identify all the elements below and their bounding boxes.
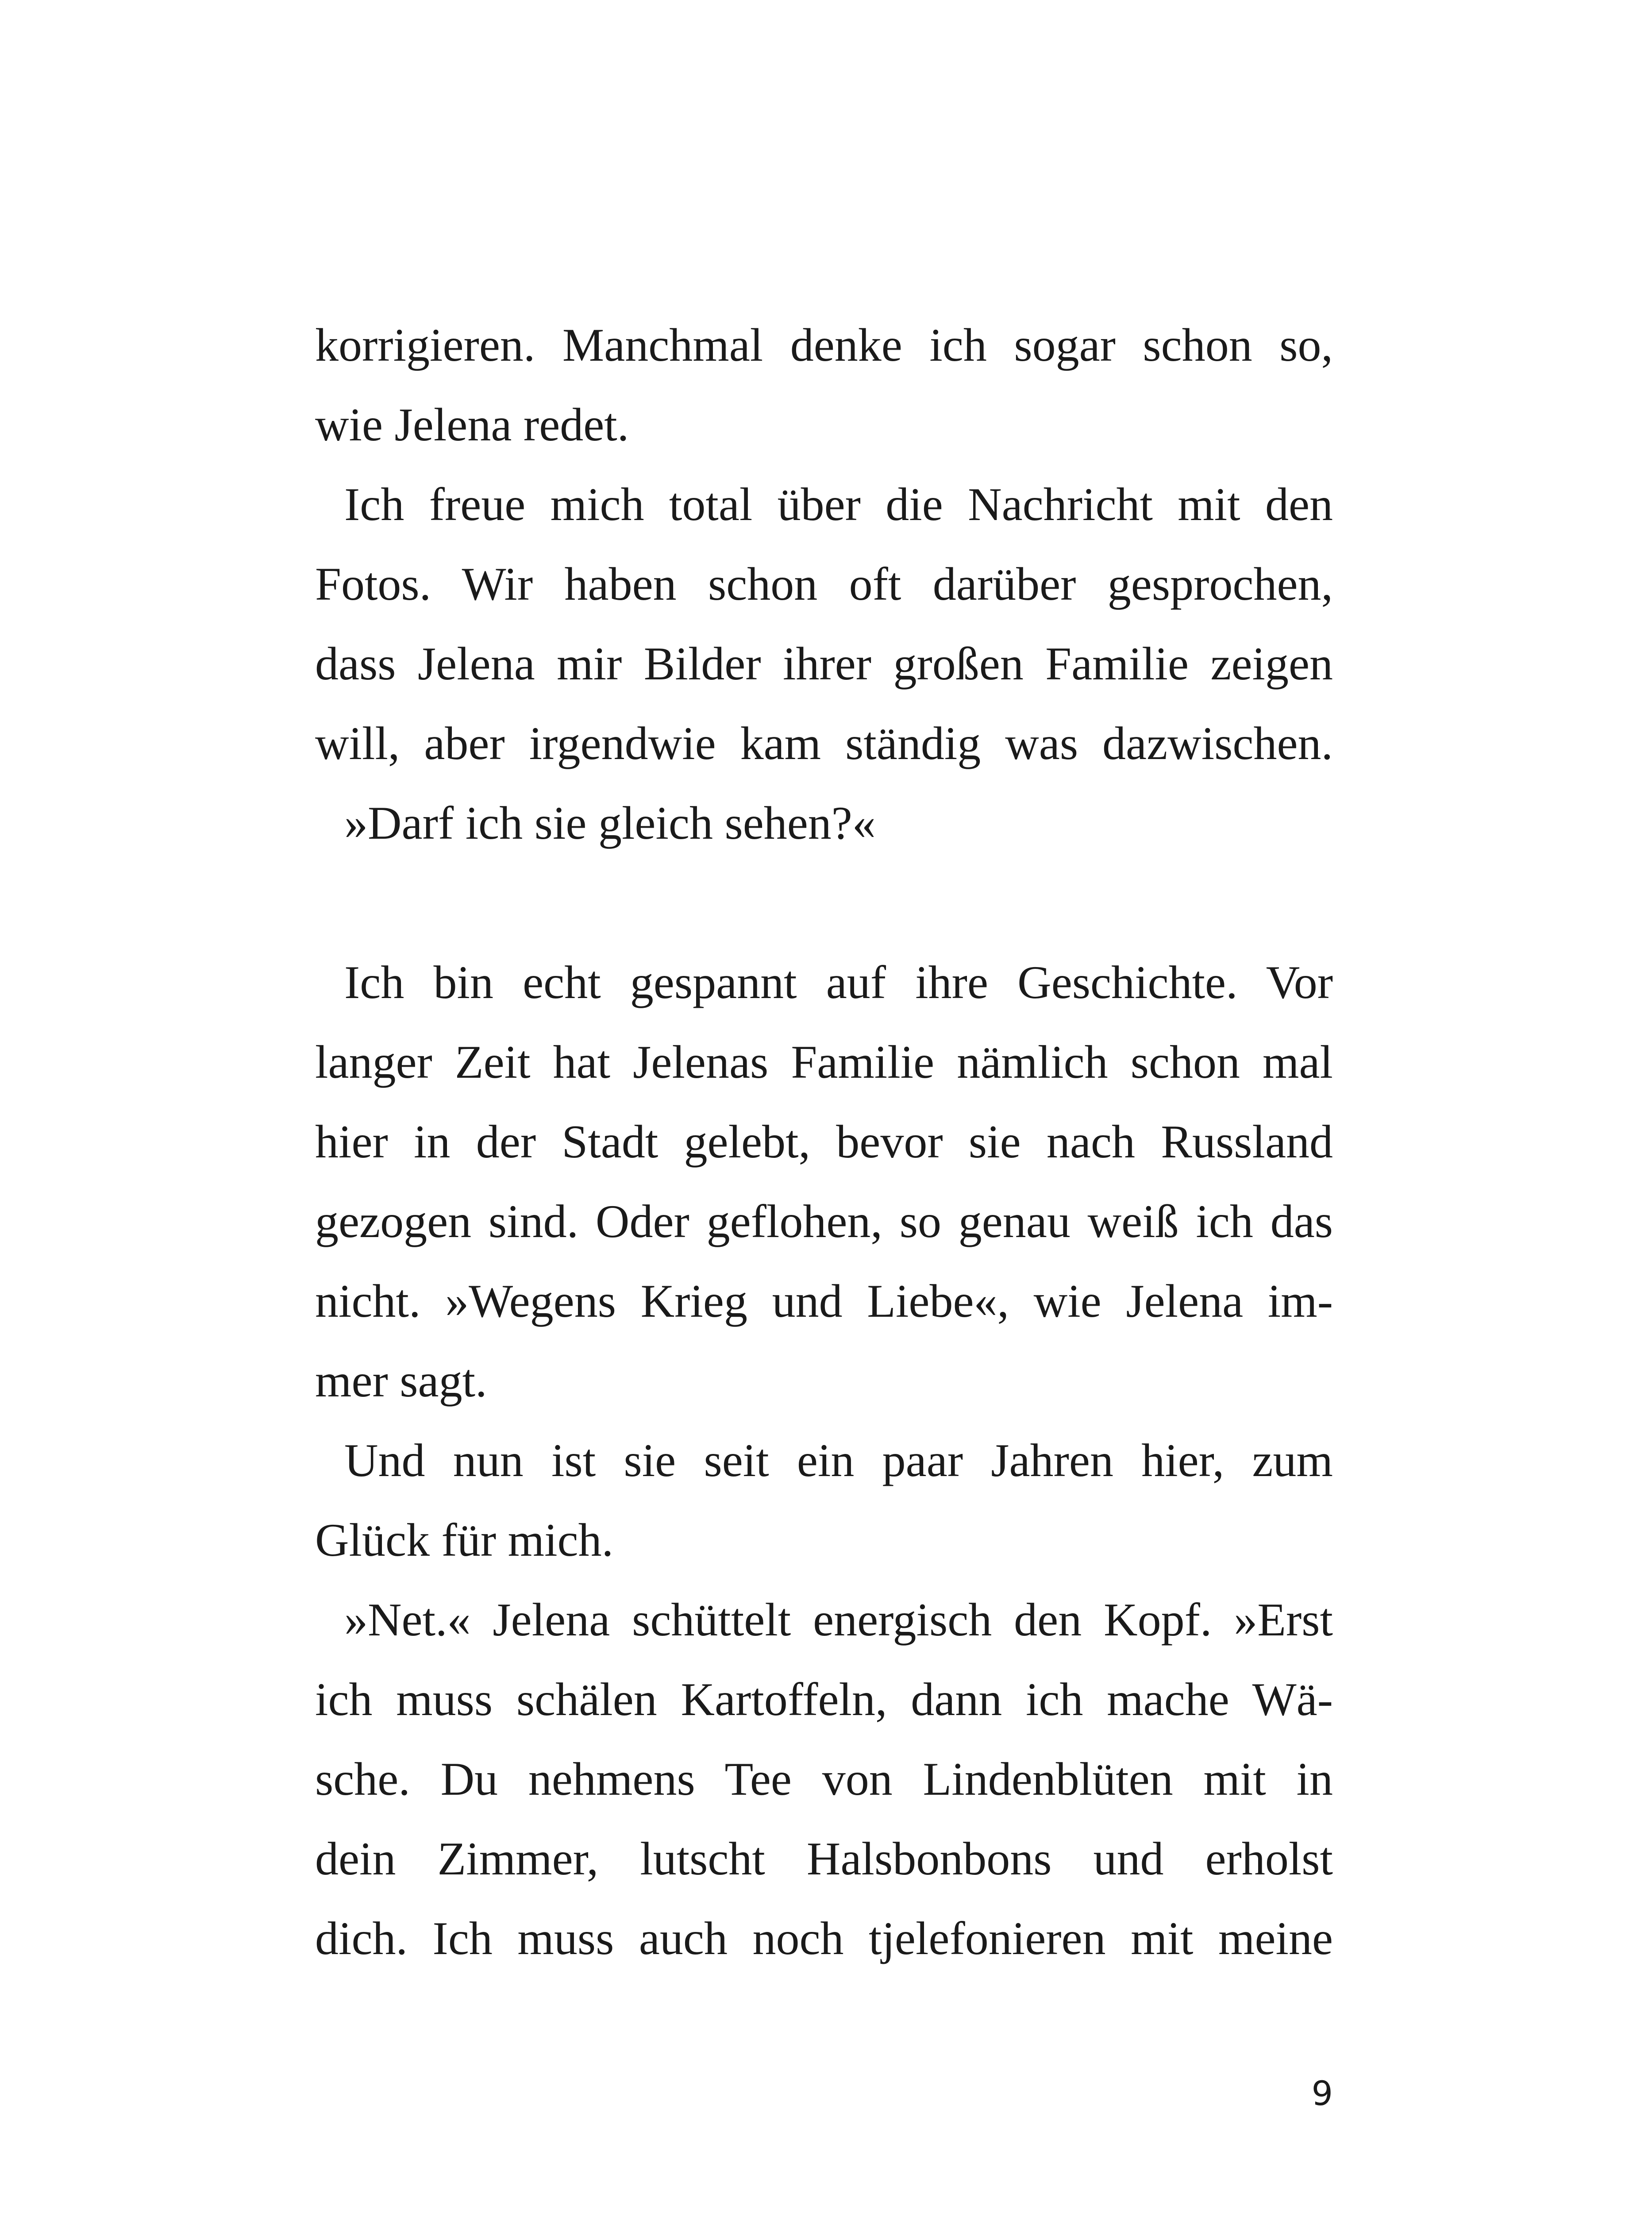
- text-line: Glück für mich.: [315, 1514, 614, 1566]
- text-line: Fotos. Wir haben schon oft darüber gesprochen,: [315, 558, 1333, 610]
- text-line: dein Zimmer, lutscht Halsbonbons und erholst: [315, 1833, 1333, 1885]
- text-line: korrigieren. Manchmal denke ich sogar schon so,: [315, 319, 1333, 371]
- text-line: dich. Ich muss auch noch tjelefonieren mit meine: [315, 1912, 1333, 1964]
- text-line: Und nun ist sie seit ein paar Jahren hier, zum: [344, 1434, 1333, 1486]
- text-line: dass Jelena mir Bilder ihrer großen Familie zeigen: [315, 638, 1333, 690]
- text-line: »Darf ich sie gleich sehen?«: [344, 797, 876, 849]
- text-line: langer Zeit hat Jelenas Familie nämlich schon mal: [315, 1036, 1333, 1088]
- text-line: gezogen sind. Oder geflohen, so genau weiß ich das: [315, 1195, 1333, 1247]
- text-line: »Net.« Jelena schüttelt energisch den Kopf. »Erst: [344, 1594, 1333, 1646]
- text-line: hier in der Stadt gelebt, bevor sie nach Russland: [315, 1116, 1333, 1168]
- text-line: ich muss schälen Kartoffeln, dann ich mache Wä-: [315, 1673, 1333, 1725]
- text-line: sche. Du nehmens Tee von Lindenblüten mit in: [315, 1753, 1333, 1805]
- text-line: wie Jelena redet.: [315, 399, 629, 451]
- page-number: 9: [1311, 2074, 1333, 2113]
- text-line: nicht. »Wegens Krieg und Liebe«, wie Jelena im-: [315, 1275, 1333, 1327]
- text-line: will, aber irgendwie kam ständig was dazwischen.: [315, 717, 1333, 769]
- text-line: Ich freue mich total über die Nachricht mit den: [344, 478, 1333, 530]
- text-line: mer sagt.: [315, 1355, 487, 1407]
- text-line: Ich bin echt gespannt auf ihre Geschichte. Vor: [344, 956, 1333, 1008]
